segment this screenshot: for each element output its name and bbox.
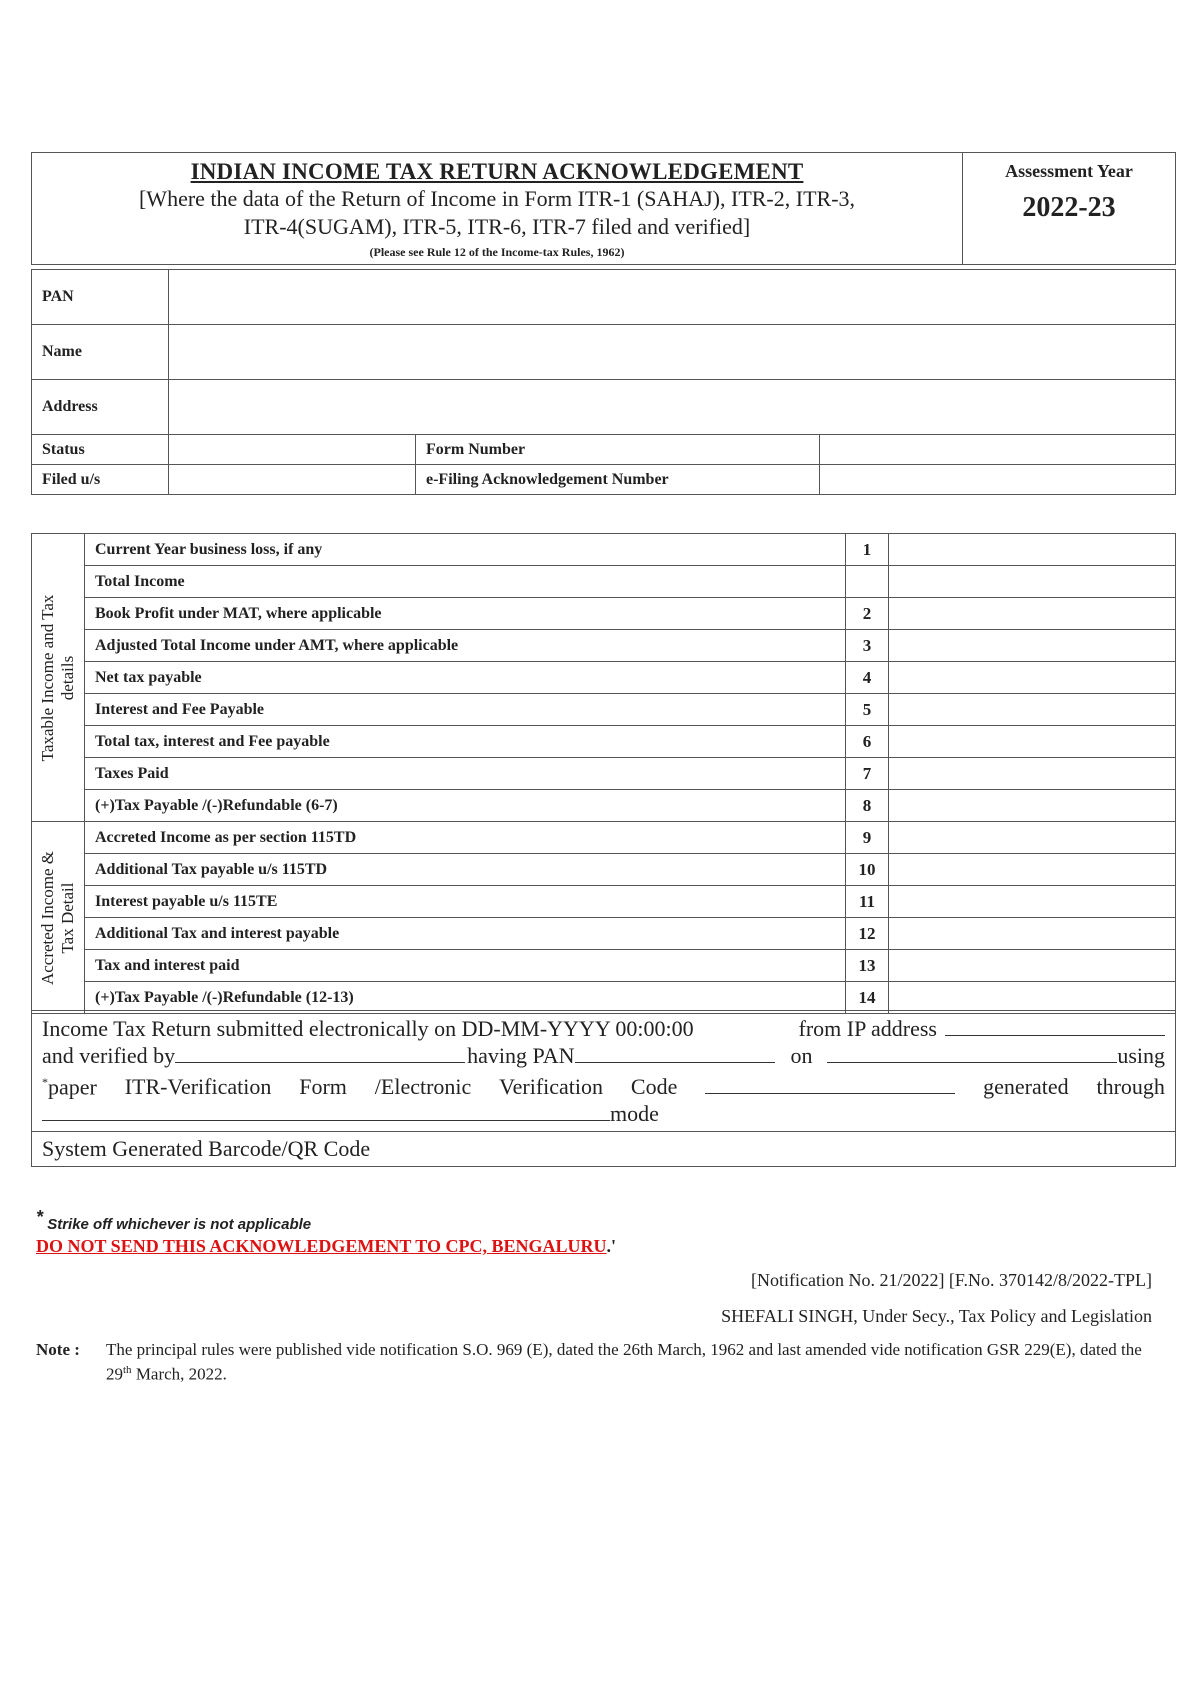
assessment-year-label: Assessment Year	[1005, 161, 1133, 181]
barcode-cell	[32, 1132, 1176, 1167]
using-label: using	[1117, 1043, 1165, 1068]
evc-code-blank	[705, 1073, 955, 1094]
address-value	[169, 380, 1176, 435]
row-number: 13	[846, 950, 889, 982]
do-not-send-note	[36, 1236, 616, 1257]
row-number: 4	[846, 662, 889, 694]
address-label: Address	[32, 380, 169, 435]
row-description: (+)Tax Payable /(-)Refundable (6-7)	[85, 790, 846, 822]
row-description: Total Income	[85, 566, 846, 598]
rule-note: (Please see Rule 12 of the Income-tax Rules, 1962)	[369, 245, 625, 259]
row-description: (+)Tax Payable /(-)Refundable (12-13)	[85, 982, 846, 1014]
verification-line2	[42, 1042, 1165, 1069]
row-description: Accreted Income as per section 115TD	[85, 822, 846, 854]
row-number: 11	[846, 886, 889, 918]
form-title: INDIAN INCOME TAX RETURN ACKNOWLEDGEMENT	[190, 159, 804, 184]
row-value	[889, 950, 1176, 982]
row-value	[889, 566, 1176, 598]
tax-details-table	[31, 533, 1176, 1014]
status-value	[169, 435, 416, 465]
row-number: 2	[846, 598, 889, 630]
mode-blank	[42, 1100, 610, 1121]
assessment-year-value: 2022-23	[1022, 192, 1116, 223]
pan-value	[169, 270, 1176, 325]
verifier-pan-blank	[575, 1042, 775, 1063]
row-description: Additional Tax and interest payable	[85, 918, 846, 950]
table-row	[32, 534, 1176, 566]
verification-line3	[42, 1069, 1165, 1100]
row-value	[889, 854, 1176, 886]
table-row	[32, 566, 1176, 598]
electronic-word: /Electronic	[374, 1074, 472, 1100]
name-label: Name	[32, 325, 169, 380]
table-row	[32, 694, 1176, 726]
barcode-label: System Generated Barcode/QR Code	[42, 1136, 371, 1162]
verification-line4	[42, 1100, 1165, 1127]
strike-off-note	[36, 1207, 311, 1233]
code-word: Code	[630, 1074, 678, 1100]
name-value	[169, 325, 1176, 380]
title-cell	[32, 153, 963, 265]
asterisk-mark: *	[42, 1075, 48, 1089]
row-number: 3	[846, 630, 889, 662]
row-number: 14	[846, 982, 889, 1014]
row-description: Total tax, interest and Fee payable	[85, 726, 846, 758]
row-number: 6	[846, 726, 889, 758]
row-value	[889, 982, 1176, 1014]
on-label: on	[790, 1043, 813, 1068]
form-word: Form	[299, 1074, 347, 1100]
note-text	[106, 1340, 1156, 1385]
note-text-part2: March, 2022.	[131, 1364, 227, 1384]
row-description: Additional Tax payable u/s 115TD	[85, 854, 846, 886]
row-value	[889, 822, 1176, 854]
row-description: Adjusted Total Income under AMT, where applicable	[85, 630, 846, 662]
note-text-part1: The principal rules were published vide notification S.O. 969 (E), dated the 26th March, 1962 and last amended vide notification GSR 229(E), dated the 29	[106, 1340, 1142, 1384]
through-word: through	[1096, 1074, 1165, 1100]
status-label: Status	[32, 435, 169, 465]
mode-label: mode	[610, 1101, 659, 1127]
rows1-side-label	[38, 594, 78, 761]
table-row	[32, 822, 1176, 854]
rows2-side-label-line1: Accreted Income &	[38, 850, 57, 985]
verification-word: Verification	[499, 1074, 604, 1100]
verification-date-blank	[827, 1042, 1118, 1063]
table-row	[32, 790, 1176, 822]
row-value	[889, 662, 1176, 694]
row-value	[889, 534, 1176, 566]
verification-line1	[42, 1015, 1165, 1042]
row-value	[889, 758, 1176, 790]
row-number: 10	[846, 854, 889, 886]
rows2-side-label-line2: Tax Detail	[58, 881, 77, 954]
ip-address-blank	[945, 1015, 1165, 1036]
do-not-send-suffix: .'	[606, 1236, 616, 1256]
table-row	[32, 758, 1176, 790]
header-table	[31, 152, 1176, 265]
verifier-name-blank	[175, 1042, 465, 1063]
row-value	[889, 918, 1176, 950]
form-number-value	[820, 435, 1176, 465]
row-number: 1	[846, 534, 889, 566]
having-pan-label: having PAN	[467, 1043, 575, 1068]
row-description: Net tax payable	[85, 662, 846, 694]
do-not-send-text: DO NOT SEND THIS ACKNOWLEDGEMENT TO CPC, BENGALURU	[36, 1236, 607, 1256]
row-number: 5	[846, 694, 889, 726]
table-row	[32, 886, 1176, 918]
row-description: Book Profit under MAT, where applicable	[85, 598, 846, 630]
ack-number-value	[820, 465, 1176, 495]
verification-mode-text: *paper	[42, 1074, 97, 1100]
row-description: Interest and Fee Payable	[85, 694, 846, 726]
verified-by-label: and verified by	[42, 1043, 176, 1068]
rows2-side-label-cell	[32, 822, 85, 1014]
row-value	[889, 598, 1176, 630]
note-superscript: th	[123, 1364, 132, 1376]
table-row	[32, 854, 1176, 886]
table-row	[32, 918, 1176, 950]
rows2-side-label	[38, 850, 78, 984]
verification-table	[31, 1010, 1176, 1167]
row-number: 12	[846, 918, 889, 950]
rows1-side-label-line2: details	[58, 655, 77, 700]
strike-star: *	[36, 1207, 44, 1227]
row-number: 8	[846, 790, 889, 822]
assessment-year-cell	[963, 153, 1176, 265]
generated-word: generated	[983, 1074, 1069, 1100]
table-row	[32, 982, 1176, 1014]
rows1-side-label-cell	[32, 534, 85, 822]
table-row	[32, 726, 1176, 758]
note-block	[36, 1340, 1162, 1385]
row-number: 9	[846, 822, 889, 854]
row-value	[889, 886, 1176, 918]
submitted-text: Income Tax Return submitted electronically on DD-MM-YYYY 00:00:00	[42, 1016, 694, 1041]
filed-us-value	[169, 465, 416, 495]
pan-label: PAN	[32, 270, 169, 325]
table-row	[32, 662, 1176, 694]
row-number: 7	[846, 758, 889, 790]
table-row	[32, 630, 1176, 662]
from-ip-label: from IP address	[798, 1016, 937, 1041]
row-description: Taxes Paid	[85, 758, 846, 790]
row-value	[889, 790, 1176, 822]
from-ip-group	[799, 1015, 1166, 1042]
table-row	[32, 598, 1176, 630]
itr-verification-word: ITR-Verification	[124, 1074, 272, 1100]
rows1-side-label-line1: Taxable Income and Tax	[38, 594, 57, 761]
row-description: Interest payable u/s 115TE	[85, 886, 846, 918]
row-value	[889, 630, 1176, 662]
notification-reference: [Notification No. 21/2022] [F.No. 370142/8/2022-TPL]	[750, 1270, 1152, 1290]
form-subtitle-line1: [Where the data of the Return of Income in Form ITR-1 (SAHAJ), ITR-2, ITR-3,	[138, 186, 856, 211]
row-value	[889, 694, 1176, 726]
info-table	[31, 269, 1176, 495]
verification-cell	[32, 1011, 1176, 1132]
filed-us-label: Filed u/s	[32, 465, 169, 495]
row-number	[846, 566, 889, 598]
strike-off-text: Strike off whichever is not applicable	[47, 1216, 312, 1233]
note-label: Note :	[36, 1340, 80, 1359]
ack-number-label: e-Filing Acknowledgement Number	[416, 465, 820, 495]
row-description: Tax and interest paid	[85, 950, 846, 982]
form-subtitle-line2: ITR-4(SUGAM), ITR-5, ITR-6, ITR-7 filed and verified]	[243, 214, 751, 239]
form-number-label: Form Number	[416, 435, 820, 465]
row-description: Current Year business loss, if any	[85, 534, 846, 566]
table-row	[32, 950, 1176, 982]
signatory: SHEFALI SINGH, Under Secy., Tax Policy and Legislation	[721, 1306, 1152, 1326]
row-value	[889, 726, 1176, 758]
